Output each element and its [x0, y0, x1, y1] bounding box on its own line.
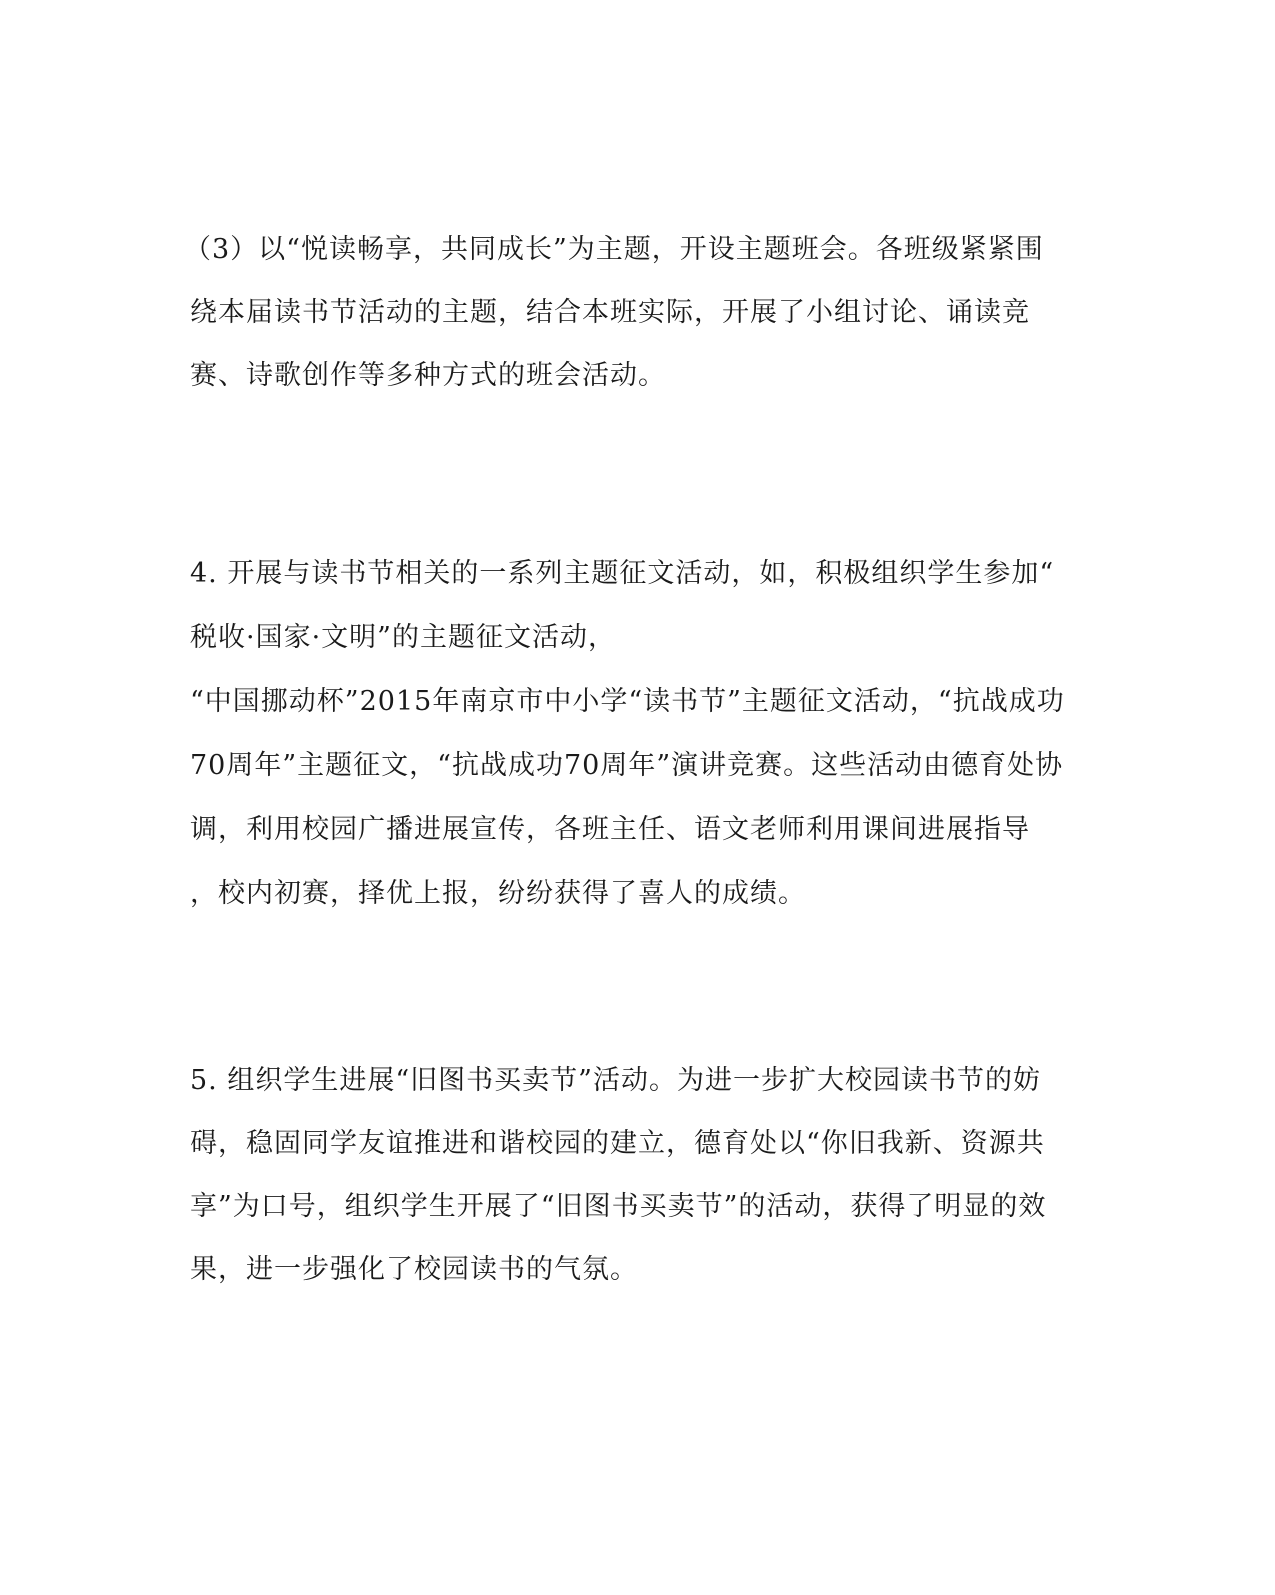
text-line: 调，利用校园广播进展宣传，各班主任、语文老师利用课间进展指导: [190, 814, 1030, 845]
paragraph-essay-activities: [190, 555, 1070, 939]
text-line: 5. 组织学生进展“旧图书买卖节”活动。为进一步扩大校园读书节的妨: [190, 1065, 1041, 1096]
text-line: 果，进一步强化了校园读书的气氛。: [190, 1254, 638, 1285]
text-line: （3）以“悦读畅享，共同成长”为主题，开设主题班会。各班级紧紧围: [184, 234, 1044, 265]
text-line: ，校内初赛，择优上报，纷纷获得了喜人的成绩。: [190, 878, 806, 909]
text-line: 税收·国家·文明”的主题征文活动，: [190, 622, 616, 653]
paragraph-theme-class-meeting: [184, 231, 1070, 420]
text-line: 70周年”主题征文，“抗战成功70周年”演讲竞赛。这些活动由德育处协: [190, 750, 1064, 781]
paragraph-book-exchange: [190, 1062, 1070, 1314]
text-line: 享”为口号，组织学生开展了“旧图书买卖节”的活动，获得了明显的效: [190, 1191, 1047, 1222]
text-line: 碍，稳固同学友谊推进和谐校园的建立，德育处以“你旧我新、资源共: [190, 1128, 1045, 1159]
text-line: 4. 开展与读书节相关的一系列主题征文活动，如，积极组织学生参加“: [190, 558, 1055, 589]
text-line: 赛、诗歌创作等多种方式的班会活动。: [190, 360, 666, 391]
text-line: “中国挪动杯”2015年南京市中小学“读书节”主题征文活动，“抗战成功: [190, 686, 1065, 717]
text-line: 绕本届读书节活动的主题，结合本班实际，开展了小组讨论、诵读竞: [190, 297, 1030, 328]
